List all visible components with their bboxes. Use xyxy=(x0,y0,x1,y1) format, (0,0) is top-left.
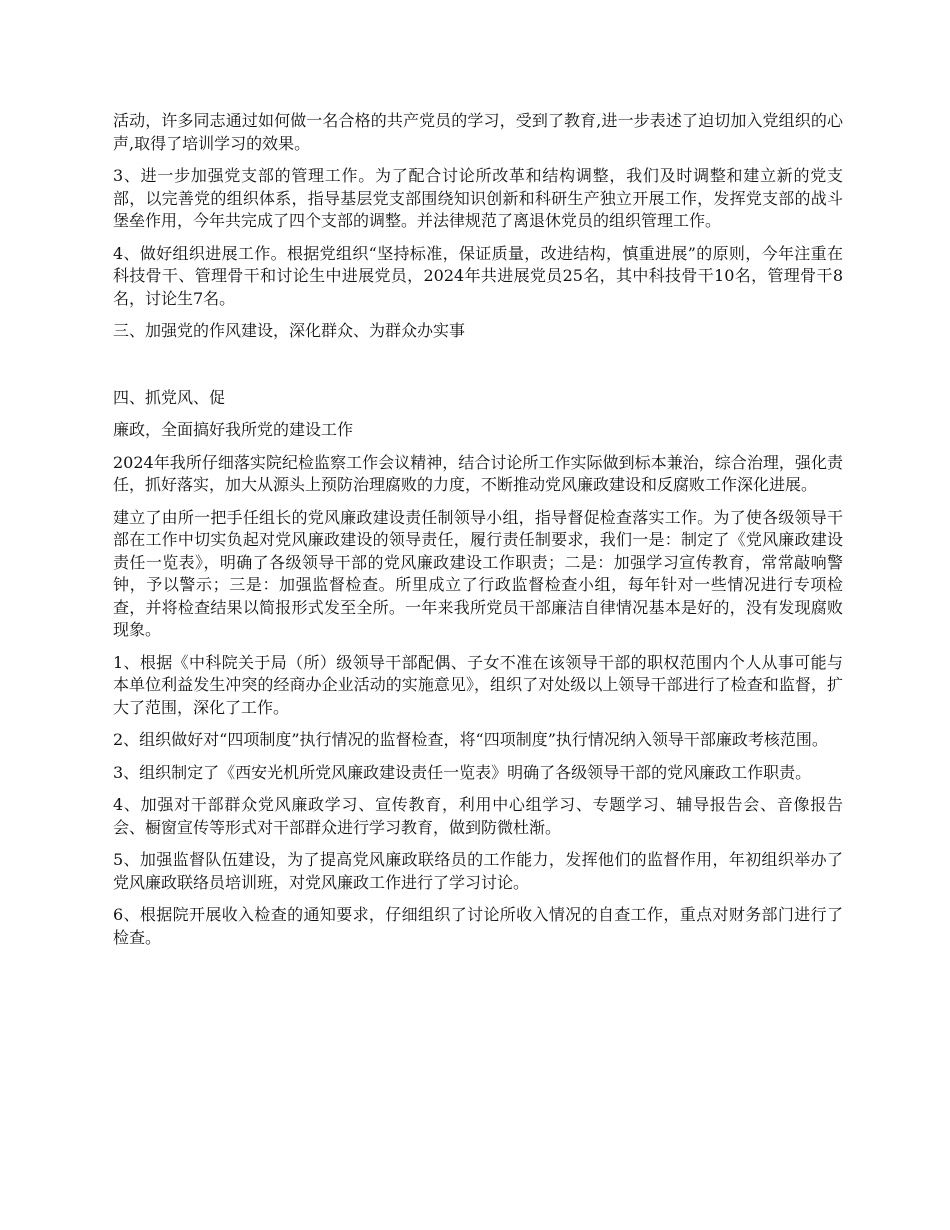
document-body xyxy=(113,110,843,959)
list-item-3: 3、组织制定了《西安光机所党风廉政建设责任一览表》明确了各级领导干部的党风廉政工作职责。 xyxy=(113,762,812,782)
list-item-5: 5、加强监督队伍建设，为了提高党风廉政联络员的工作能力，发挥他们的监督作用，年初组织举办了党风廉政联络员培训班，对党风廉政工作进行了学习讨论。 xyxy=(113,850,843,892)
paragraph-5: 建立了由所一把手任组长的党风廉政建设责任制领导小组，指导督促检查落实工作。为了使各级领导干部在工作中切实负起对党风廉政建设的领导责任，履行责任制要求，我们一是：制定了《党风廉政建设责任一览表》，明确了各级领导干部的党风廉政建设工作职责；二是：加强学习宣传教育，常常敲响警钟，予以警示；三是：加强监督检查。所里成立了行政监督检查小组，每年针对一些情况进行专项检查，并将检查结果以简报形式发至全所。一年来我所党员干部廉洁自律情况基本是好的，没有发现腐败现象。 xyxy=(113,507,843,639)
list-item-1: 1、根据《中科院关于局（所）级领导干部配偶、子女不准在该领导干部的职权范围内个人从事可能与本单位利益发生冲突的经商办企业活动的实施意见》，组织了对处级以上领导干部进行了检查和监督，扩大了范围，深化了工作。 xyxy=(113,652,843,717)
list-item-6: 6、根据院开展收入检查的通知要求，仔细组织了讨论所收入情况的自查工作，重点对财务部门进行了检查。 xyxy=(113,905,843,947)
section-heading-3: 三、加强党的作风建设，深化群众、为群众办实事 xyxy=(113,321,466,340)
paragraph-2: 3、进一步加强党支部的管理工作。为了配合讨论所改革和结构调整，我们及时调整和建立新的党支部，以完善党的组织体系，指导基层党支部围绕知识创新和科研生产独立开展工作，发挥党支部的战斗堡垒作用，今年共完成了四个支部的调整。并法律规范了离退休党员的组织管理工作。 xyxy=(113,166,843,230)
blank-space xyxy=(113,353,843,387)
section-heading-4-continued: 廉政，全面搞好我所党的建设工作 xyxy=(113,420,354,439)
paragraph-4: 2024年我所仔细落实院纪检监察工作会议精神，结合讨论所工作实际做到标本兼治，综合治理，强化责任，抓好落实，加大从源头上预防治理腐败的力度，不断推动党风廉政建设和反腐败工作深化进展。 xyxy=(113,452,843,494)
paragraph-3: 4、做好组织进展工作。根据党组织“坚持标准，保证质量，改进结构，慎重进展”的原则，今年注重在科技骨干、管理骨干和讨论生中进展党员，2024年共进展党员25名，其中科技骨干10名，管理骨干8名，讨论生7名。 xyxy=(113,243,843,308)
paragraph-1: 活动，许多同志通过如何做一名合格的共产党员的学习，受到了教育,进一步表述了迫切加入党组织的心声,取得了培训学习的效果。 xyxy=(113,111,843,153)
section-heading-4: 四、抓党风、促 xyxy=(113,387,226,407)
list-item-2: 2、组织做好对“四项制度”执行情况的监督检查，将“四项制度”执行情况纳入领导干部廉政考核范围。 xyxy=(113,730,828,749)
list-item-4: 4、加强对干部群众党风廉政学习、宣传教育，利用中心组学习、专题学习、辅导报告会、音像报告会、橱窗宣传等形式对干部群众进行学习教育，做到防微杜渐。 xyxy=(113,795,843,837)
